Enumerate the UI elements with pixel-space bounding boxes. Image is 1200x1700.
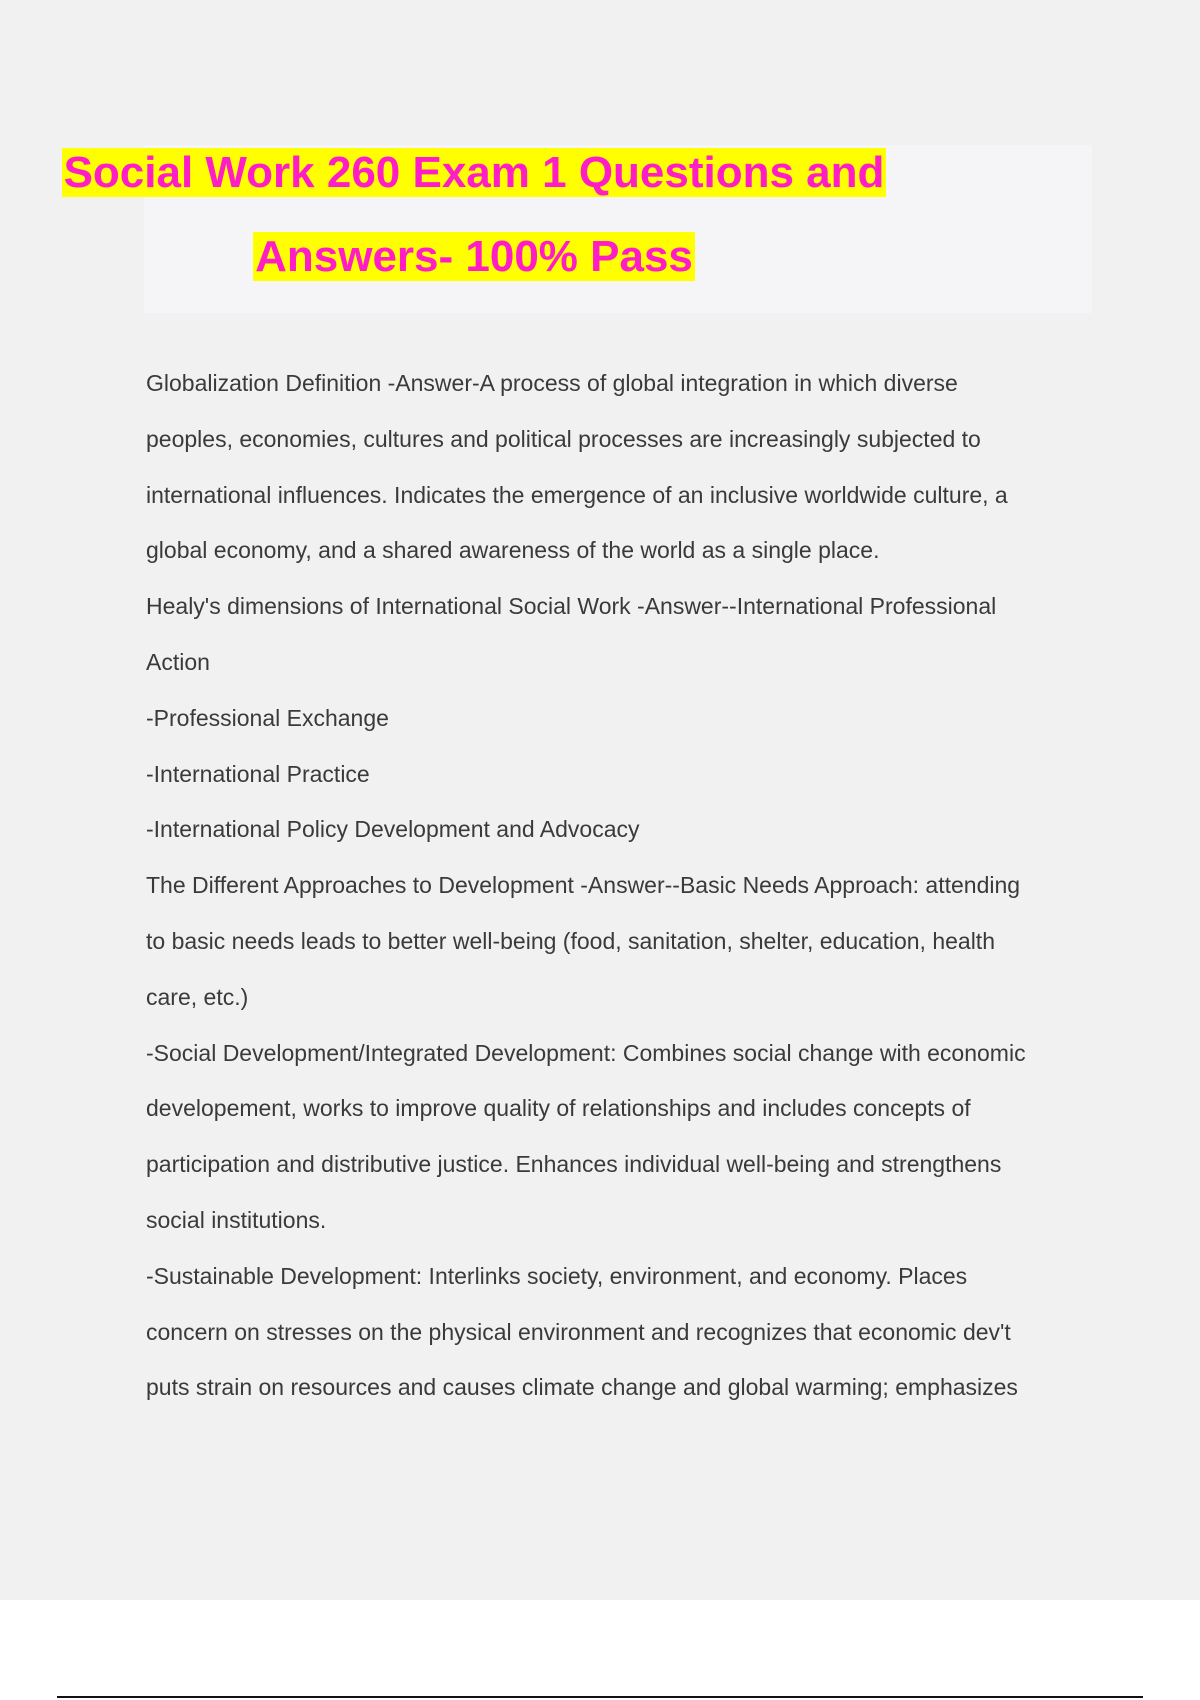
body-line: -Social Development/Integrated Development: Combines social change with economic bbox=[146, 1039, 1026, 1066]
document-title-line-2 bbox=[0, 229, 948, 285]
body-line: participation and distributive justice. Enhances individual well-being and strengthens bbox=[146, 1151, 1002, 1178]
body-line: global economy, and a shared awareness of the world as a single place. bbox=[146, 537, 880, 564]
body-line: Action bbox=[146, 648, 210, 675]
body-line: concern on stresses on the physical environment and recognizes that economic dev't bbox=[146, 1318, 1011, 1345]
title-highlight: Answers- 100% Pass bbox=[255, 232, 693, 281]
body-line: -International Policy Development and Advocacy bbox=[146, 816, 640, 843]
title-highlight: Social Work 260 Exam 1 Questions and bbox=[63, 148, 885, 197]
body-line: Healy's dimensions of International Social Work -Answer--International Professional bbox=[146, 593, 997, 620]
body-line: international influences. Indicates the emergence of an inclusive worldwide culture, a bbox=[146, 481, 1008, 508]
document-body bbox=[146, 356, 1086, 1416]
body-line: developement, works to improve quality of relationships and includes concepts of bbox=[146, 1095, 971, 1122]
body-line: puts strain on resources and causes climate change and global warming; emphasizes bbox=[146, 1374, 1018, 1401]
body-line: -Professional Exchange bbox=[146, 704, 389, 731]
document-title-line-1 bbox=[0, 145, 948, 201]
body-line: to basic needs leads to better well-being (food, sanitation, shelter, education, health bbox=[146, 927, 995, 954]
body-line: The Different Approaches to Development -Answer--Basic Needs Approach: attending bbox=[146, 872, 1021, 899]
body-line: -Sustainable Development: Interlinks society, environment, and economy. Places bbox=[146, 1262, 968, 1289]
body-line: social institutions. bbox=[146, 1206, 327, 1233]
body-line: -International Practice bbox=[146, 760, 370, 787]
body-line: Globalization Definition -Answer-A process of global integration in which diverse bbox=[146, 370, 958, 396]
body-line: peoples, economies, cultures and political processes are increasingly subjected to bbox=[146, 425, 981, 452]
body-line: care, etc.) bbox=[146, 983, 249, 1010]
footer-divider bbox=[57, 1696, 1143, 1698]
